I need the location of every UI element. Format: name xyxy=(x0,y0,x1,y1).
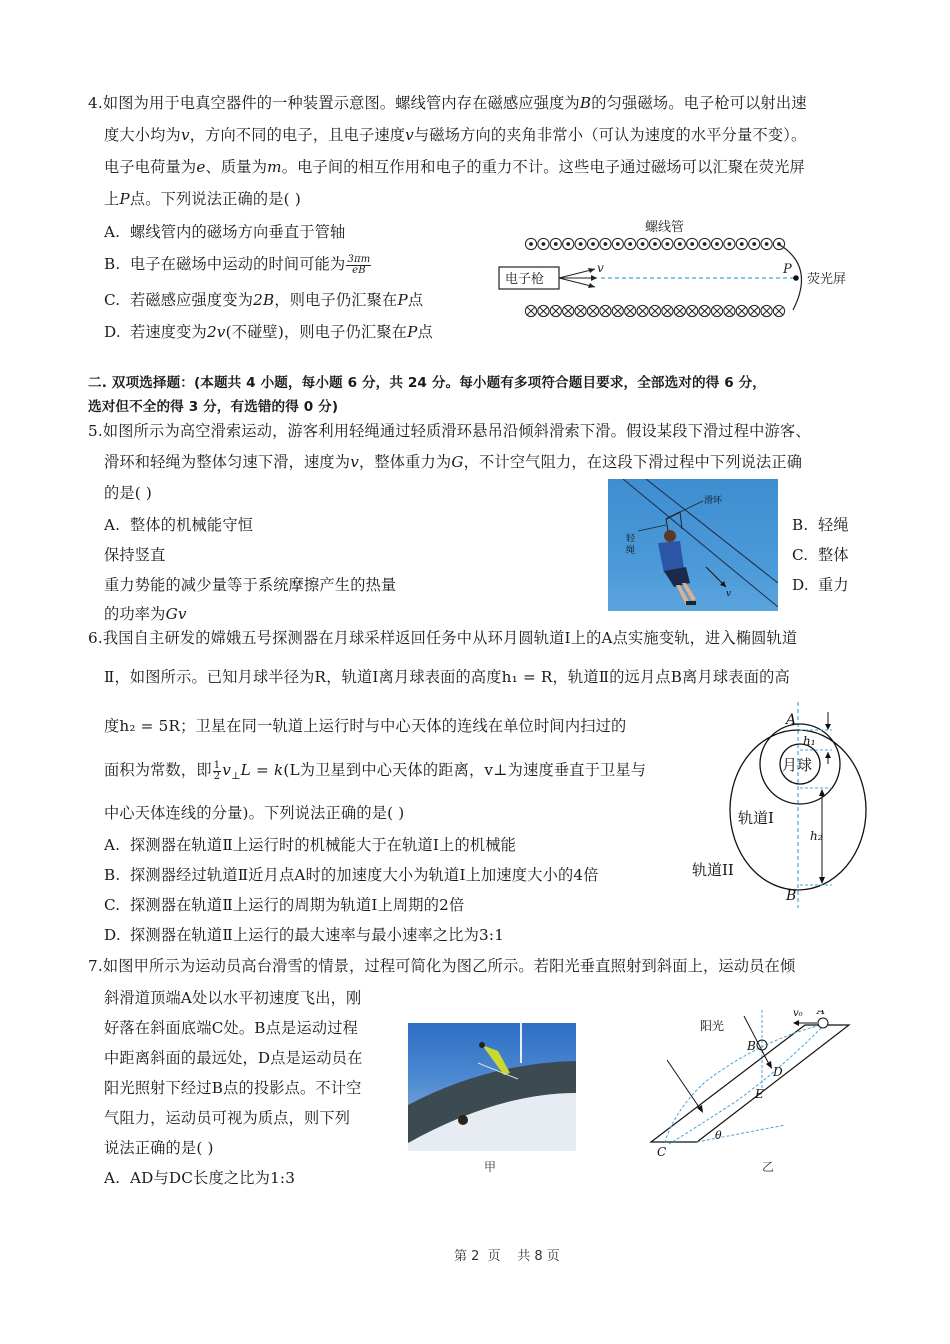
math: 2B xyxy=(253,291,275,309)
option-text: 轻绳 xyxy=(818,516,849,534)
q7-stem-line-2: 斜滑道顶端A处以水平初速度飞出，刚 xyxy=(104,989,362,1007)
sunlight-label: 阳光 xyxy=(700,1019,725,1033)
text: 与磁场方向的夹角非常小（可认为速度的水平分量不变）。 xyxy=(413,126,807,144)
option-text: 点 xyxy=(417,323,433,341)
q5-option-c[interactable] xyxy=(792,545,849,565)
option-label: B. xyxy=(104,255,121,273)
q6-option-b[interactable] xyxy=(104,865,599,885)
option-label: C. xyxy=(792,546,809,564)
figure-caption-yi: 乙 xyxy=(762,1160,775,1174)
option-text: 探测器在轨道Ⅱ上运行时的机械能大于在轨道Ⅰ上的机械能 xyxy=(130,836,517,854)
q5-continuation-2: 重力势能的减少量等于系统摩擦产生的热量 xyxy=(104,576,397,594)
text: 面积为常数，即 xyxy=(104,761,212,779)
fraction xyxy=(346,255,371,276)
ring-label: 滑环 xyxy=(704,496,723,506)
orbit-diagram-icon xyxy=(682,700,882,910)
q4-option-c[interactable] xyxy=(104,290,423,310)
solenoid-diagram-icon xyxy=(495,215,875,320)
zipline-photo xyxy=(608,479,778,611)
option-label: A. xyxy=(104,223,121,241)
option-text: ，则电子仍汇聚在 xyxy=(274,291,398,309)
question-number: 6. xyxy=(88,629,103,647)
option-text: 电子在磁场中运动的时间可能为 xyxy=(130,255,346,273)
projectile-diagram xyxy=(645,1010,860,1175)
section-heading-line-1: 二. 双项选择题：(本题共 4 小题，每小题 6 分，共 24 分。每小题有多项符合题目要求，全部选对的得 6 分， xyxy=(88,375,766,391)
option-text: 探测器在轨道Ⅱ上运行的周期为轨道Ⅰ上周期的2倍 xyxy=(130,896,465,914)
option-text: 整体 xyxy=(818,546,849,564)
q7-option-a[interactable] xyxy=(104,1168,295,1188)
q6-stem-line-5: 中心天体连线的分量)。下列说法正确的是( ) xyxy=(104,804,405,822)
q5-stem-line-1 xyxy=(88,421,811,441)
orbit2-label: 轨道II xyxy=(692,861,734,879)
q7-stem-line-6: 气阻力，运动员可视为质点，则下列 xyxy=(104,1109,351,1127)
q5-stem-line-2: 滑环和轻绳为整体匀速下滑，速度为v，整体重力为G，不计空气阻力，在这段下滑过程中下列说法正确 xyxy=(104,453,803,471)
point-c-label: C xyxy=(657,1145,667,1159)
point-b-label: B xyxy=(786,888,797,904)
option-text: 点 xyxy=(407,291,424,309)
text: ，方向不同的电子，且电子速度 xyxy=(189,126,406,144)
text: 电子电荷量为 xyxy=(104,158,197,176)
q4-option-a[interactable] xyxy=(104,222,345,242)
rope-label-2: 绳 xyxy=(626,546,636,556)
text: 滑环和轻绳为整体匀速下滑，速度为 xyxy=(104,453,351,471)
orbit-figure xyxy=(682,700,882,910)
solenoid-figure xyxy=(495,215,875,320)
q6-stem-line-1 xyxy=(88,628,797,648)
q4-stem-line-2: 度大小均为v，方向不同的电子，且电子速度v与磁场方向的夹角非常小（可认为速度的水平分量不变）。 xyxy=(104,126,807,144)
q6-option-d[interactable] xyxy=(104,925,504,945)
text: 点。下列说法正确的是( ) xyxy=(129,190,301,208)
v0-label: v₀ xyxy=(793,1010,803,1019)
orbit1-label: 轨道I xyxy=(738,809,774,827)
q7-stem-line-5: 阳光照射下经过B点的投影点。不计空 xyxy=(104,1079,362,1097)
option-label: D. xyxy=(104,926,121,944)
q5-continuation-3: 的功率为Gv xyxy=(104,605,187,623)
q7-stem-line-4: 中距离斜面的最远处，D点是运动员在 xyxy=(104,1049,363,1067)
option-label: C. xyxy=(104,291,121,309)
zipline-illustration-icon xyxy=(608,479,778,611)
math: 2v xyxy=(206,323,226,341)
h1-label: h₁ xyxy=(803,734,816,748)
option-text: 探测器经过轨道Ⅱ近月点A时的加速度大小为轨道Ⅰ上加速度大小的4倍 xyxy=(130,866,599,884)
math: P xyxy=(397,291,408,309)
q5-option-a[interactable] xyxy=(104,515,253,535)
denominator: eB xyxy=(352,264,366,276)
q4-option-d[interactable] xyxy=(104,322,433,342)
option-label: A. xyxy=(104,836,121,854)
ski-jump-photo xyxy=(408,1023,576,1151)
q7-stem-line-3: 好落在斜面底端C处。B点是运动过程 xyxy=(104,1019,358,1037)
text: 如图为用于电真空器件的一种装置示意图。螺线管内存在磁感应强度为 xyxy=(102,94,580,112)
solenoid-label: 螺线管 xyxy=(645,220,685,235)
q7-stem-line-7: 说法正确的是( ) xyxy=(104,1139,214,1157)
option-label: D. xyxy=(792,576,809,594)
question-number: 5. xyxy=(88,422,103,440)
text: ，不计空气阻力，在这段下滑过程中下列说法正确 xyxy=(463,453,803,471)
option-label: A. xyxy=(104,516,121,534)
q5-option-b[interactable] xyxy=(792,515,849,535)
moon-label: 月球 xyxy=(782,756,813,774)
option-text: (不碰壁)，则电子仍汇聚在 xyxy=(225,323,408,341)
text: 的功率为 xyxy=(104,605,166,623)
text: 如图甲所示为运动员高台滑雪的情景，过程可简化为图乙所示。若阳光垂直照射到斜面上，运动员在倾 xyxy=(102,957,796,975)
option-text: 若速度变为 xyxy=(130,323,207,341)
text: (L为卫星到中心天体的距离，v⊥为速度垂直于卫星与 xyxy=(283,761,647,779)
velocity-label: v xyxy=(597,261,604,275)
q4-option-b[interactable] xyxy=(104,254,372,276)
section-heading-line-2: 选对但不全的得 3 分，有选错的得 0 分) xyxy=(88,399,339,415)
point-b-label: B xyxy=(747,1039,756,1053)
page-footer: 第 2 页 共 8 页 xyxy=(454,1249,560,1264)
option-label: B. xyxy=(104,866,121,884)
option-label: C. xyxy=(104,896,121,914)
math: P xyxy=(407,323,418,341)
point-p-label: P xyxy=(783,262,792,277)
q4-stem-line-1: 4.如图为用于电真空器件的一种装置示意图。螺线管内存在磁感应强度为B的匀强磁场。电子枪可以射出速 xyxy=(88,94,807,112)
q6-option-c[interactable] xyxy=(104,895,464,915)
q4-stem-line-3: 电子电荷量为e、质量为m。电子间的相互作用和电子的重力不计。这些电子通过磁场可以汇聚在荧光屏 xyxy=(104,158,805,176)
question-number: 4. xyxy=(88,94,103,112)
q7-stem-line-1 xyxy=(88,956,795,976)
option-text: 重力 xyxy=(818,576,849,594)
text: 如图所示为高空滑索运动，游客利用轻绳通过轻质滑环悬吊沿倾斜滑索下滑。假设某段下滑过程中游客、 xyxy=(102,422,811,440)
numerator: 3πm xyxy=(347,253,371,265)
fraction-half: $\frac{1}{2}$ xyxy=(213,759,221,782)
text: 我国自主研发的嫦娥五号探测器在月球采样返回任务中从环月圆轨道Ⅰ上的A点实施变轨，进入椭圆轨道 xyxy=(102,629,798,647)
figure-caption-jia: 甲 xyxy=(484,1160,497,1174)
text: 度大小均为 xyxy=(104,126,181,144)
point-a-label: A xyxy=(817,1010,825,1017)
option-text: 若磁感应强度变为 xyxy=(130,291,254,309)
screen-label: 荧光屏 xyxy=(807,272,847,287)
option-text: 整体的机械能守恒 xyxy=(130,516,254,534)
q6-stem-line-3: 度h₂ = 5R；卫星在同一轨道上运行时与中心天体的连线在单位时间内扫过的 xyxy=(104,717,627,735)
point-d-label: D xyxy=(773,1065,783,1079)
point-a-label: A xyxy=(786,712,797,728)
text: 上 xyxy=(104,190,120,208)
q4-stem-line-4: 上P点。下列说法正确的是( ) xyxy=(104,190,301,208)
option-text: 探测器在轨道Ⅱ上运行的最大速率与最小速率之比为3:1 xyxy=(130,926,505,944)
gun-label: 电子枪 xyxy=(505,272,545,287)
velocity-label: v xyxy=(726,589,732,599)
option-text: AD与DC长度之比为1:3 xyxy=(130,1169,296,1187)
h2-label: h₂ xyxy=(810,829,823,843)
option-label: D. xyxy=(104,323,121,341)
option-text: 螺线管内的磁场方向垂直于管轴 xyxy=(130,223,346,241)
option-label: A. xyxy=(104,1169,121,1187)
angle-label: θ xyxy=(715,1129,722,1142)
text: 。电子间的相互作用和电子的重力不计。这些电子通过磁场可以汇聚在荧光屏 xyxy=(281,158,805,176)
question-number: 7. xyxy=(88,957,103,975)
q5-continuation-1: 保持竖直 xyxy=(104,546,166,564)
q5-stem-line-3: 的是( ) xyxy=(104,484,153,502)
slope-projectile-icon xyxy=(645,1010,860,1175)
point-e-label: E xyxy=(755,1087,764,1101)
q6-stem-line-4: 面积为常数，即 $\frac{1}{2}$ $v_\perp L = k(L$为卫星到中心天体的距离，v⊥为速度垂直于卫星与 xyxy=(104,759,647,783)
text: 、质量为 xyxy=(205,158,268,176)
rope-label-1: 轻 xyxy=(626,534,636,544)
text: 的匀强磁场。电子枪可以射出速 xyxy=(591,94,807,112)
text: ，整体重力为 xyxy=(358,453,452,471)
option-label: B. xyxy=(792,516,809,534)
ski-jumper-illustration-icon xyxy=(408,1023,576,1151)
q6-stem-line-2: Ⅱ，如图所示。已知月球半径为R，轨道Ⅰ离月球表面的高度h₁ = R，轨道Ⅱ的远月点B离月球表面的高 xyxy=(104,668,790,686)
q5-option-d[interactable] xyxy=(792,575,849,595)
q6-option-a[interactable] xyxy=(104,835,516,855)
